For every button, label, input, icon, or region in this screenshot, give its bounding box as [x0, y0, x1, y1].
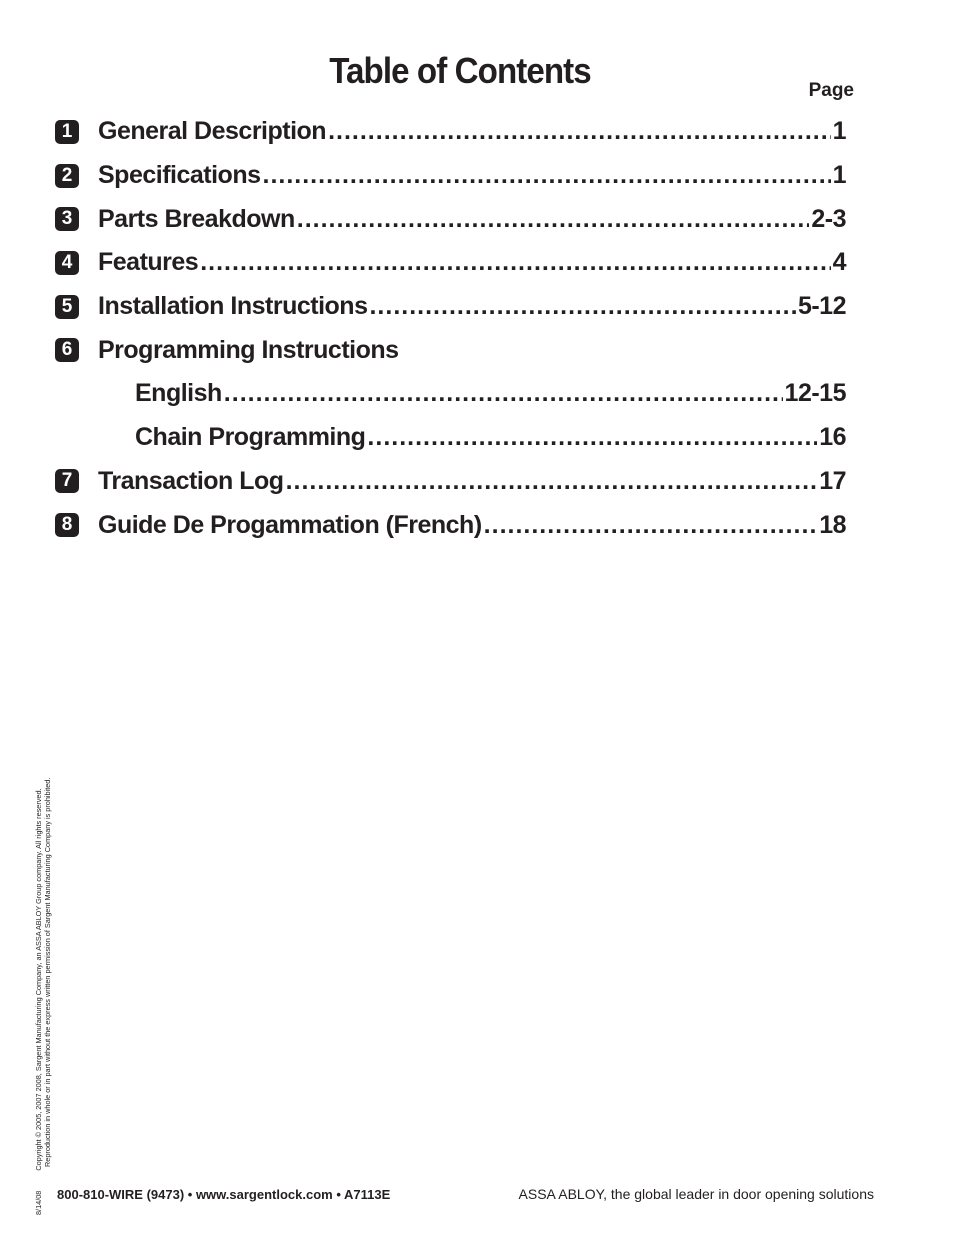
toc-row: [55, 372, 855, 416]
section-number-badge: 7: [55, 469, 79, 493]
toc-row: [55, 328, 855, 372]
dot-leader: [286, 467, 818, 496]
toc-entry-label: Transaction Log: [98, 466, 284, 495]
page-title: Table of Contents: [329, 50, 591, 91]
toc-entry-page: 17: [819, 466, 846, 495]
toc-entry-parts-breakdown[interactable]: [98, 197, 846, 241]
toc-entry-english[interactable]: [135, 372, 846, 416]
toc-entry-label: English: [135, 379, 222, 408]
dot-leader: [263, 161, 831, 190]
toc-entry-page: 4: [832, 248, 846, 277]
toc-entry-page: 1: [832, 117, 846, 146]
dot-leader: [484, 511, 818, 540]
toc-entry-label: Installation Instructions: [98, 292, 368, 321]
toc-entry-general-description[interactable]: [98, 110, 846, 154]
section-number-badge: 3: [55, 207, 79, 231]
toc-row: [55, 154, 855, 198]
toc-entry-page: 1: [832, 161, 846, 190]
section-number-badge: 6: [55, 338, 79, 362]
toc-entry-transaction-log[interactable]: [98, 460, 846, 504]
toc-entry-label: Specifications: [98, 161, 261, 190]
toc-entry-installation-instructions[interactable]: [98, 285, 846, 329]
revision-date: 8/14/08: [34, 1190, 43, 1215]
toc-row: [55, 416, 855, 460]
section-number-badge: 8: [55, 513, 79, 537]
toc-entry-specifications[interactable]: [98, 154, 846, 198]
toc-row: [55, 197, 855, 241]
toc-entry-label: Parts Breakdown: [98, 204, 295, 233]
toc-entry-label: Chain Programming: [135, 423, 366, 452]
footer-tagline: ASSA ABLOY, the global leader in door opening solutions: [518, 1186, 874, 1202]
toc-entry-page: 18: [819, 510, 846, 539]
toc-entry-label: Programming Instructions: [98, 335, 399, 364]
toc-entry-label: General Description: [98, 117, 327, 146]
section-number-badge: 2: [55, 164, 79, 188]
page-column-header: Page: [808, 80, 854, 101]
toc-entry-page: 12-15: [784, 379, 846, 408]
copyright-line-2: Reproduction in whole or in part without the express written permission of Sargent Manufacturing Company is prohibited.: [43, 777, 52, 1167]
toc-entry-label: Features: [98, 248, 199, 277]
toc-entry-programming-instructions[interactable]: [98, 328, 846, 372]
toc-row: [55, 241, 855, 285]
toc-entry-chain-programming[interactable]: [135, 416, 846, 460]
section-number-badge: 1: [55, 120, 79, 144]
section-number-badge: 4: [55, 251, 79, 275]
copyright-line-1: Copyright © 2005, 2007 2008, Sargent Manufacturing Company, an ASSA ABLOY Group company. All rights reserved.: [34, 788, 43, 1171]
dot-leader: [200, 248, 830, 277]
toc-entry-label: Guide De Progammation (French): [98, 510, 482, 539]
side-copyright-block: [34, 735, 52, 1215]
dot-leader: [367, 423, 817, 452]
toc-entry-page: 16: [819, 423, 846, 452]
toc-list: [55, 110, 855, 547]
toc-entry-page: 5-12: [797, 292, 846, 321]
toc-row: [55, 110, 855, 154]
toc-entry-page: 2-3: [811, 204, 846, 233]
toc-row: [55, 460, 855, 504]
dot-leader: [297, 205, 810, 234]
section-number-badge: 5: [55, 295, 79, 319]
toc-row: [55, 503, 855, 547]
dot-leader: [328, 117, 831, 146]
footer-contact: 800-810-WIRE (9473) • www.sargentlock.com • A7113E: [57, 1187, 391, 1202]
dot-leader: [369, 292, 795, 321]
toc-row: [55, 285, 855, 329]
dot-leader: [224, 379, 783, 408]
toc-entry-guide-french[interactable]: [98, 503, 846, 547]
toc-entry-features[interactable]: [98, 241, 846, 285]
